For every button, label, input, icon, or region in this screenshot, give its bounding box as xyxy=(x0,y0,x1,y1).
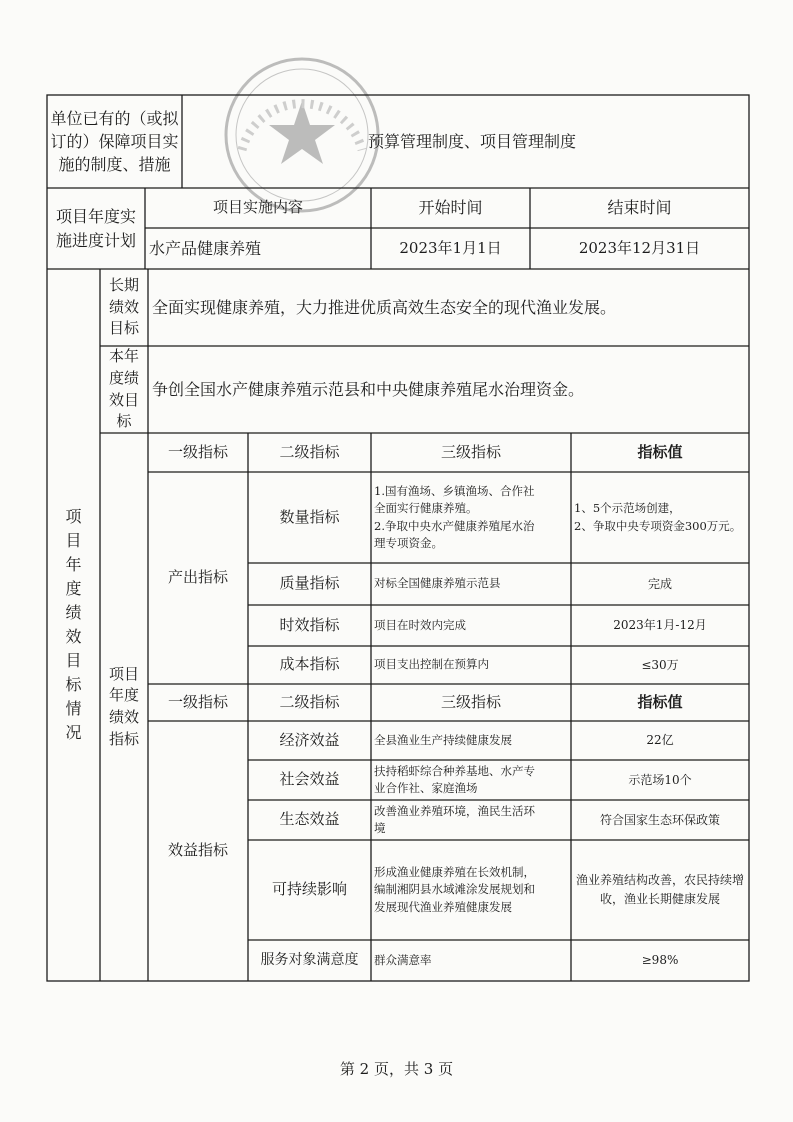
header-value: 指标值 xyxy=(637,442,683,461)
header-level3: 三级指标 xyxy=(440,692,501,711)
output-value: ≤30万 xyxy=(641,657,679,672)
header-value: 指标值 xyxy=(637,692,683,711)
benefit-level2: 经济效益 xyxy=(279,730,340,749)
benefit-value: 符合国家生态环保政策 xyxy=(599,812,720,827)
output-label: 产出指标 xyxy=(167,568,228,587)
header-level2: 二级指标 xyxy=(279,442,340,461)
long-term-value: 全面实现健康养殖，大力推进优质高效生态安全的现代渔业发展。 xyxy=(152,297,617,317)
schedule-row-content: 水产品健康养殖 xyxy=(149,238,262,258)
schedule-label: 项目年度实 施进度计划 xyxy=(55,207,136,250)
page-number: 第 2 页，共 3 页 xyxy=(339,1060,454,1078)
benefit-level2: 服务对象满意度 xyxy=(260,952,359,969)
measures-label: 单位已有的（或拟 订的）保障项目实 施的制度、措施 xyxy=(50,108,179,175)
benefit-value: 渔业养殖结构改善，农民持续增 收，渔业长期健康发展 xyxy=(575,873,744,906)
header-level1: 一级指标 xyxy=(167,442,228,461)
benefit-value: 示范场10个 xyxy=(628,772,692,787)
output-level2: 质量指标 xyxy=(279,574,340,593)
header-level2: 二级指标 xyxy=(279,692,340,711)
schedule-row-end: 2023年12月31日 xyxy=(578,238,701,257)
output-value: 完成 xyxy=(647,576,672,591)
benefit-level3: 全县渔业生产持续健康发展 xyxy=(374,732,512,747)
annual-value: 争创全国水产健康养殖示范县和中央健康养殖尾水治理资金。 xyxy=(152,379,585,399)
benefit-level2: 可持续影响 xyxy=(271,880,347,899)
benefit-level3: 改善渔业养殖环境，渔民生活环 境 xyxy=(374,803,535,835)
schedule-header-content: 项目实施内容 xyxy=(212,198,303,217)
output-level2: 时效指标 xyxy=(279,615,340,634)
header-level3: 三级指标 xyxy=(440,442,501,461)
output-level2: 成本指标 xyxy=(279,655,340,674)
benefit-level2: 生态效益 xyxy=(279,810,340,829)
benefit-level2: 社会效益 xyxy=(279,770,340,789)
benefit-level3: 形成渔业健康养殖在长效机制， 编制湘阴县水域滩涂发展规划和 发展现代渔业养殖健康发展 xyxy=(374,865,535,914)
benefit-value: ≥98% xyxy=(641,953,679,968)
schedule-header-start: 开始时间 xyxy=(418,198,483,218)
output-level3: 项目支出控制在预算内 xyxy=(374,657,489,672)
output-level3: 1.国有渔场、乡镇渔场、合作社 全面实行健康养殖。 2.争取中央水产健康养殖尾水治 理专项资金。 xyxy=(374,484,535,550)
output-value: 1、5个示范场创建， 2、争取中央专项资金300万元。 xyxy=(574,501,742,533)
header-level1: 一级指标 xyxy=(167,692,228,711)
benefit-label: 效益指标 xyxy=(167,841,228,860)
indicator-label: 项目 年度 绩效 指标 xyxy=(108,664,139,748)
schedule-row-start: 2023年1月1日 xyxy=(399,238,502,257)
output-level3: 项目在时效内完成 xyxy=(374,617,466,632)
benefit-level3: 群众满意率 xyxy=(374,952,432,967)
annual-label: 本年 度绩 效目 标 xyxy=(108,347,139,431)
output-level2: 数量指标 xyxy=(279,507,340,526)
long-term-label: 长期 绩效 目标 xyxy=(108,275,139,338)
benefit-level3: 扶持稻虾综合种养基地、水产专 业合作社、家庭渔场 xyxy=(374,763,535,795)
output-value: 2023年1月-12月 xyxy=(613,618,707,633)
performance-section-label: 项 目 年 度 绩 效 目 标 情 况 xyxy=(65,507,82,742)
schedule-header-end: 结束时间 xyxy=(607,198,672,218)
benefit-value: 22亿 xyxy=(646,733,674,748)
output-level3: 对标全国健康养殖示范县 xyxy=(374,576,501,591)
measures-value: 预算管理制度、项目管理制度 xyxy=(368,131,577,151)
